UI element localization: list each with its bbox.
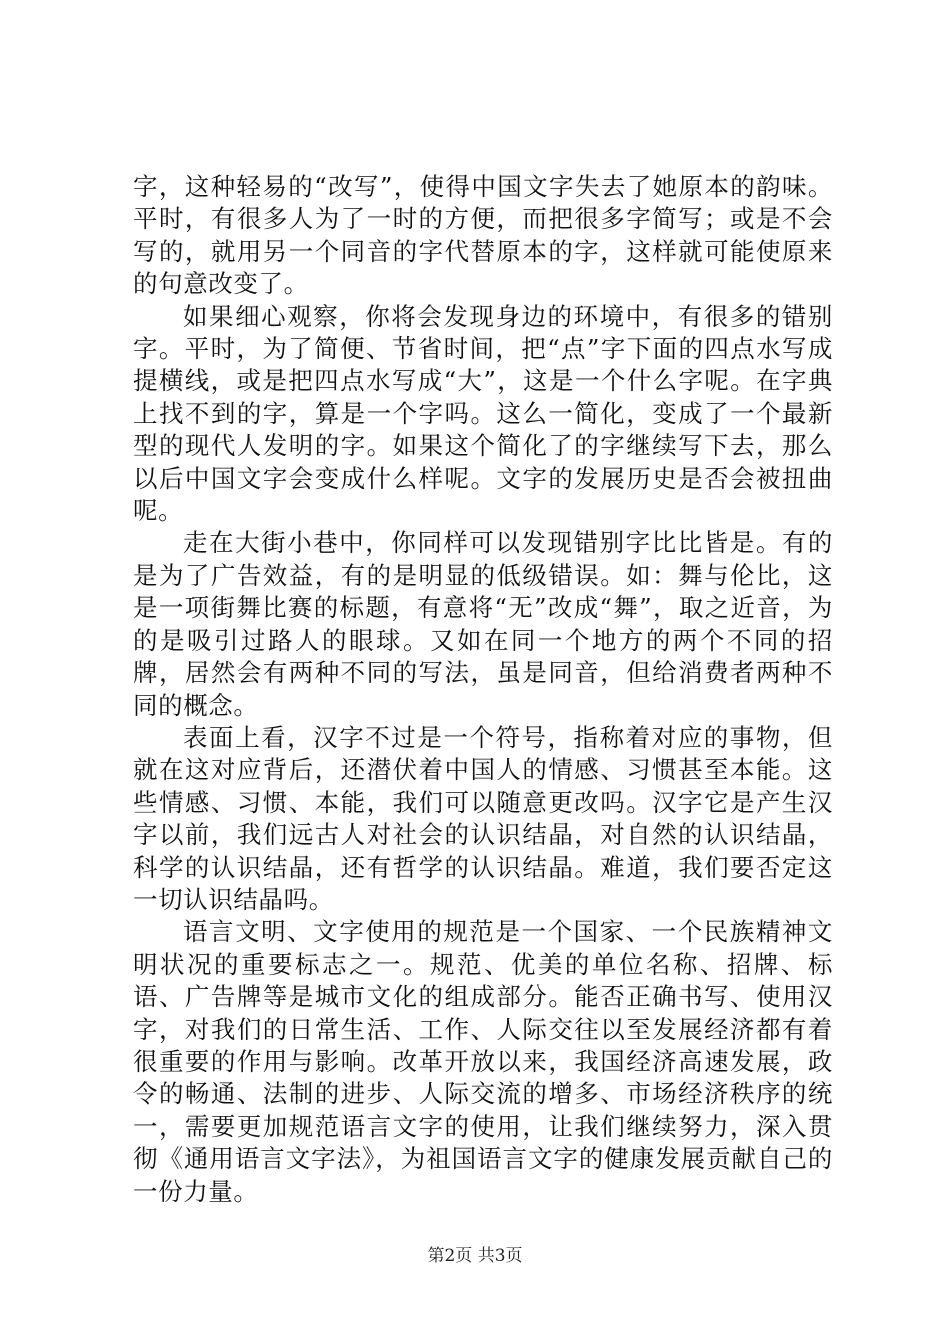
page-number-footer: 第2页 共3页	[427, 1246, 523, 1266]
paragraph-continuation: 字，这种轻易的“改写”，使得中国文字失去了她原本的韵味。平时，有很多人为了一时的方便，而把很多字简写；或是不会写的，就用另一个同音的字代替原本的字，这样就可能使原来的句意改变了。	[133, 172, 833, 299]
paragraph-language-standards: 语言文明、文字使用的规范是一个国家、一个民族精神文明状况的重要标志之一。规范、优美的单位名称、招牌、标语、广告牌等是城市文化的组成部分。能否正确书写、使用汉字，对我们的日常生活、工作、人际交往以至发展经济都有着很重要的作用与影响。改革开放以来，我国经济高速发展，政令的畅通、法制的进步、人际交流的增多、市场经济秩序的统一，需要更加规范语言文字的使用，让我们继续努力，深入贯彻《通用语言文字法》，为祖国语言文字的健康发展贡献自己的一份力量。	[133, 917, 833, 1206]
paragraph-typo-observation: 如果细心观察，你将会发现身边的环境中，有很多的错别字。平时，为了简便、节省时间，把“点”字下面的四点水写成提横线，或是把四点水写成“大”，这是一个什么字呢。在字典上找不到的字，算是一个字吗。这么一简化，变成了一个最新型的现代人发明的字。如果这个简化了的字继续写下去，那么以后中国文字会变成什么样呢。文字的发展历史是否会被扭曲呢。	[133, 301, 833, 526]
paragraph-street-signs: 走在大街小巷中，你同样可以发现错别字比比皆是。有的是为了广告效益，有的是明显的低级错误。如：舞与伦比，这是一项街舞比赛的标题，有意将“无”改成“舞”，取之近音，为的是吸引过路人的眼球。又如在同一个地方的两个不同的招牌，居然会有两种不同的写法，虽是同音，但给消费者两种不同的概念。	[133, 528, 833, 720]
document-body	[133, 171, 833, 1208]
paragraph-hanzi-meaning: 表面上看，汉字不过是一个符号，指称着对应的事物，但就在这对应背后，还潜伏着中国人的情感、习惯甚至本能。这些情感、习惯、本能，我们可以随意更改吗。汉字它是产生汉字以前，我们远古人对社会的认识结晶，对自然的认识结晶，科学的认识结晶，还有哲学的认识结晶。难道，我们要否定这一切认识结晶吗。	[133, 722, 833, 914]
